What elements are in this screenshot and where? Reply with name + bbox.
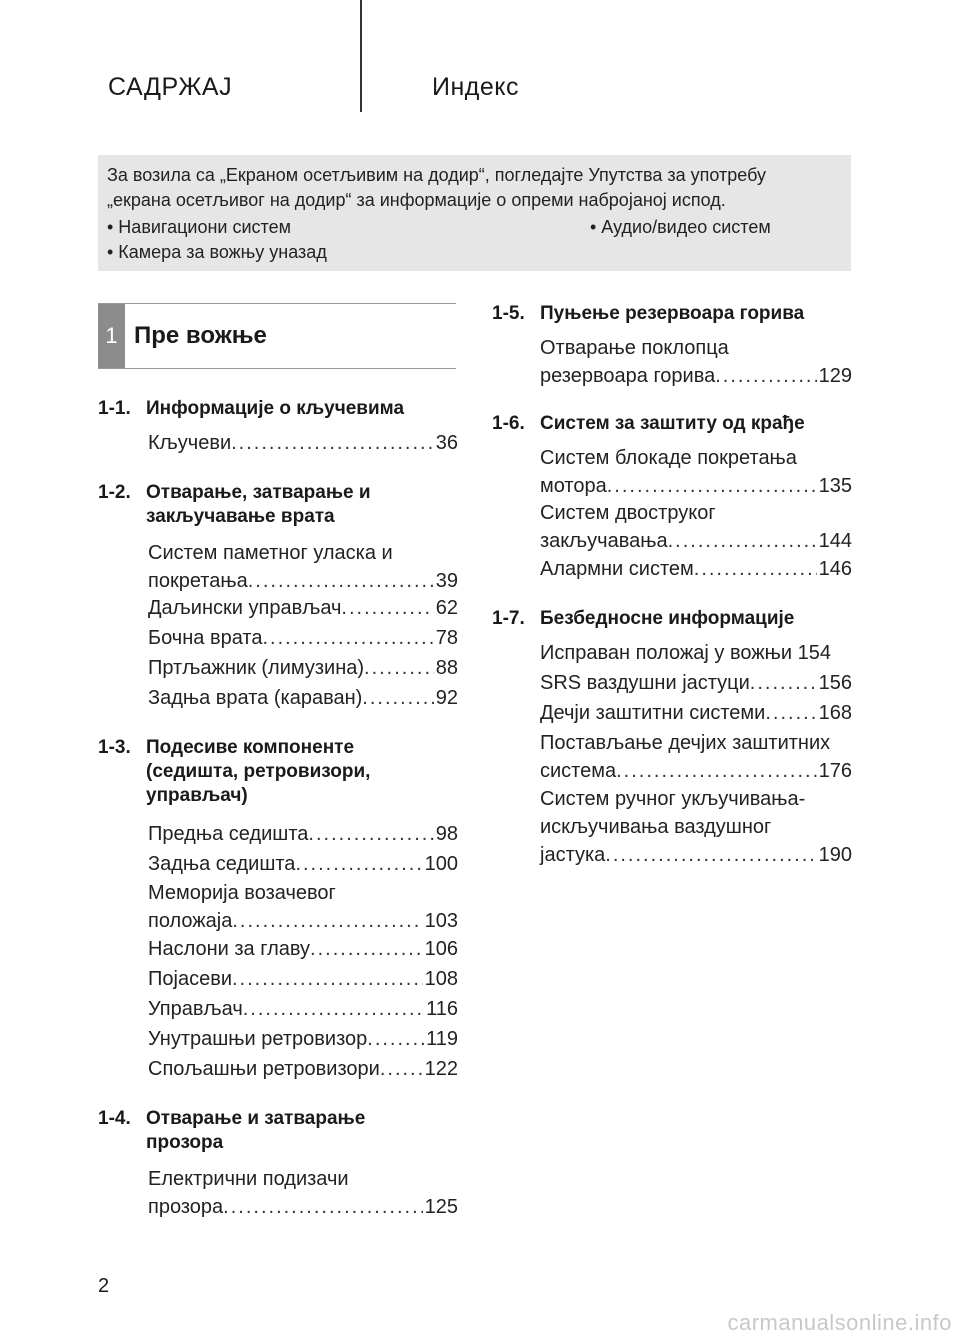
- section-number: 1-5.: [492, 303, 525, 324]
- toc-entry[interactable]: Отварање поклопца резервоара горива ..... 129: [540, 334, 852, 390]
- toc-entry[interactable]: Исправан положај у вожњи 154: [540, 642, 831, 664]
- toc-entry[interactable]: Електрични подизачи прозора ..... 125: [148, 1165, 458, 1221]
- section-number: 1-6.: [492, 413, 525, 434]
- chapter-title[interactable]: Пре вожње: [134, 322, 267, 349]
- toc-entry[interactable]: Задња врата (караван) ..... 92: [148, 684, 458, 712]
- toc-entry[interactable]: Задња седишта ..... 100: [148, 850, 458, 878]
- contents-link[interactable]: САДРЖАЈ: [108, 73, 233, 101]
- chapter-header: [98, 303, 456, 369]
- section-title: Информације о кључевима: [146, 398, 405, 419]
- toc-entry[interactable]: Бочна врата ..... 78: [148, 624, 458, 652]
- notice-box: [98, 155, 851, 271]
- notice-bullet-audio: • Аудио/видео систем: [590, 217, 771, 237]
- section-title: Отварање, затварање и закључавање врата: [146, 482, 371, 527]
- notice-line-1: За возила са „Екраном осетљивим на додир“, погледајте Упутства за употребу: [107, 165, 767, 185]
- section-title: Безбедносне информације: [540, 608, 795, 629]
- chapter-number: 1: [98, 304, 125, 368]
- section-number: 1-7.: [492, 608, 525, 629]
- toc-entry[interactable]: Даљински управљач ..... 62: [148, 594, 458, 622]
- section-number: 1-4.: [98, 1108, 131, 1129]
- toc-entry[interactable]: Меморија возачевог положаја ..... 103: [148, 879, 458, 935]
- toc-entry[interactable]: Систем ручног укључивања- искључивања ваздушног јастука ..... 190: [540, 785, 852, 869]
- toc-entry[interactable]: Кључеви ..... 36: [148, 429, 458, 457]
- toc-entry[interactable]: Наслони за главу ..... 106: [148, 935, 458, 963]
- section-title: Подесиве компоненте (седишта, ретровизори, управљач): [146, 737, 371, 806]
- page-number: 2: [98, 1275, 110, 1297]
- toc-entry[interactable]: Постављање дечјих заштитних система ..... 176: [540, 729, 852, 785]
- toc-entry[interactable]: Унутрашњи ретровизор ..... 119: [148, 1025, 458, 1053]
- section-number: 1-2.: [98, 482, 131, 503]
- toc-entry[interactable]: Систем блокаде покретања мотора ..... 135: [540, 444, 852, 500]
- header-divider: [360, 0, 362, 112]
- index-link[interactable]: Индекс: [432, 73, 519, 101]
- notice-bullet-camera: • Камера за вожњу уназад: [107, 242, 327, 262]
- toc-entry[interactable]: Спољашњи ретровизори ..... 122: [148, 1055, 458, 1083]
- section-title: Пуњење резервоара горива: [540, 303, 805, 324]
- toc-entry[interactable]: Алармни систем ..... 146: [540, 555, 852, 583]
- notice-bullet-navigation: • Навигациони систем: [107, 217, 291, 237]
- toc-entry[interactable]: Појасеви ..... 108: [148, 965, 458, 993]
- toc-entry[interactable]: SRS ваздушни јастуци ..... 156: [540, 669, 852, 697]
- toc-entry[interactable]: Управљач ..... 116: [148, 995, 458, 1023]
- toc-entry[interactable]: Пртљажник (лимузина) ..... 88: [148, 654, 458, 682]
- toc-entry[interactable]: Дечји заштитни системи ..... 168: [540, 699, 852, 727]
- watermark: carmanualsonline.info: [727, 1310, 952, 1335]
- section-number: 1-3.: [98, 737, 131, 758]
- toc-entry[interactable]: Предња седишта ..... 98: [148, 820, 458, 848]
- section-title: Систем за заштиту од крађе: [540, 413, 805, 434]
- notice-line-2: „екрана осетљивог на додир“ за информације о опреми набројаној испод.: [107, 190, 726, 210]
- section-number: 1-1.: [98, 398, 131, 419]
- section-title: Отварање и затварање прозора: [146, 1108, 366, 1153]
- toc-entry[interactable]: Систем паметног уласка и покретања ..... 39: [148, 539, 458, 595]
- toc-entry[interactable]: Систем двоструког закључавања ..... 144: [540, 499, 852, 555]
